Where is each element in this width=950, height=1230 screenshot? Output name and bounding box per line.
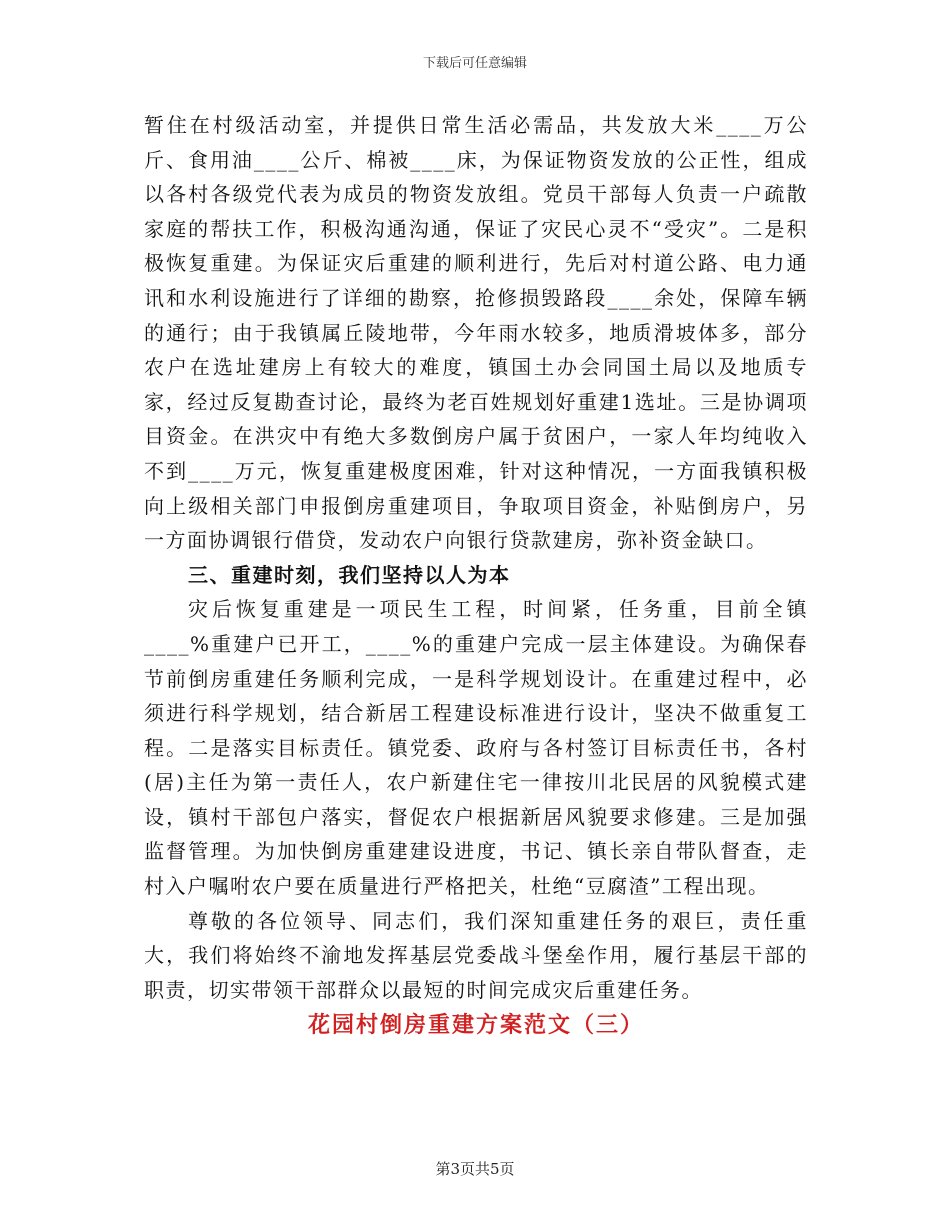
document-body: [144, 108, 808, 1045]
body-paragraph: 灾后恢复重建是一项民生工程，时间紧，任务重，目前全镇____%重建户已开工，____%的重建户完成一层主体建设。为确保春节前倒房重建任务顺利完成，一是科学规划设计。在重建过程中，必须进行科学规划，结合新居工程建设标准进行设计，坚决不做重复工程。二是落实目标责任。镇党委、政府与各村签订目标责任书，各村(居)主任为第一责任人，农户新建住宅一律按川北民居的风貌模式建设，镇村干部包户落实，督促农户根据新居风貌要求修建。三是加强监督管理。为加快倒房重建建设进度，书记、镇长亲自带队督查，走村入户嘱咐农户要在质量进行严格把关，杜绝“豆腐渣”工程出现。: [144, 597, 808, 899]
page-number: 第3页共5页: [435, 1160, 515, 1178]
next-section-title: 花园村倒房重建方案范文（三）: [307, 1013, 644, 1039]
section-heading: 三、重建时刻，我们坚持以人为本: [188, 562, 511, 587]
page-header-note: 下载后可任意编辑: [422, 56, 527, 71]
body-paragraph: 暂住在村级活动室，并提供日常生活必需品，共发放大米____万公斤、食用油____公斤、棉被____床，为保证物资发放的公正性，组成以各村各级党代表为成员的物资发放组。党员干部每人负责一户疏散家庭的帮扶工作，积极沟通沟通，保证了灾民心灵不“受灾”。二是积极恢复重建。为保证灾后重建的顺利进行，先后对村道公路、电力通讯和水利设施进行了详细的勘察，抢修损毁路段____余处，保障车辆的通行；由于我镇属丘陵地带，今年雨水较多，地质滑坡体多，部分农户在选址建房上有较大的难度，镇国土办会同国土局以及地质专家，经过反复勘查讨论，最终为老百姓规划好重建1选址。三是协调项目资金。在洪灾中有绝大多数倒房户属于贫困户，一家人年均纯收入不到____万元，恢复重建极度困难，针对这种情况，一方面我镇积极向上级相关部门申报倒房重建项目，争取项目资金，补贴倒房户，另一方面协调银行借贷，发动农户向银行贷款建房，弥补资金缺口。: [144, 113, 808, 553]
body-paragraph: 尊敬的各位领导、同志们，我们深知重建任务的艰巨，责任重大，我们将始终不渝地发挥基层党委战斗堡垒作用，履行基层干部的职责，切实带领干部群众以最短的时间完成灾后重建任务。: [144, 908, 808, 1002]
